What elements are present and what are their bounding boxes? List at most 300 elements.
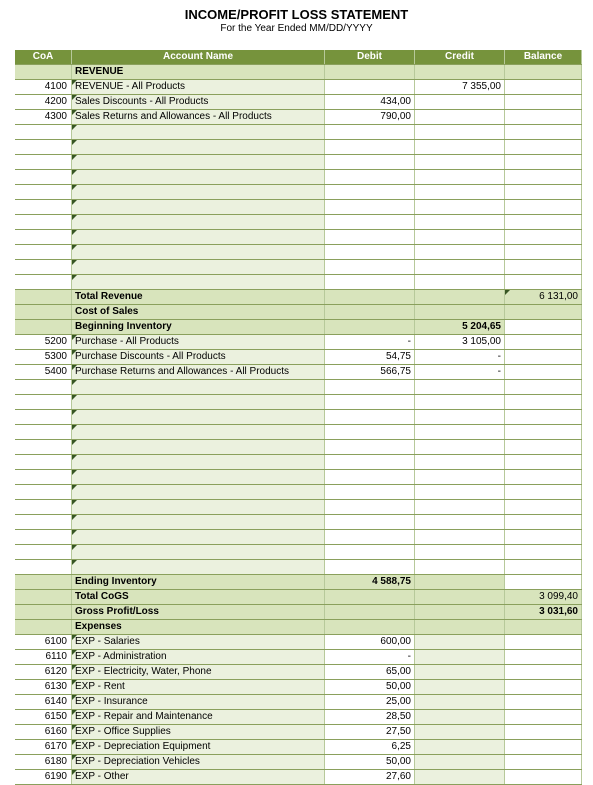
table-row [15, 470, 582, 485]
cell-credit[interactable] [415, 485, 505, 499]
cell-debit[interactable] [325, 395, 415, 409]
cell-balance[interactable]: 6 131,00 [505, 290, 582, 304]
cell-debit[interactable] [325, 230, 415, 244]
cell-balance[interactable] [505, 245, 582, 259]
cell-coa[interactable]: 6120 [15, 665, 72, 679]
cell-account-name[interactable] [72, 425, 325, 439]
cell-balance[interactable] [505, 215, 582, 229]
table-row [15, 170, 582, 185]
cell-debit[interactable]: 790,00 [325, 110, 415, 124]
cell-account-name[interactable] [72, 515, 325, 529]
cell-debit[interactable] [325, 545, 415, 559]
cell-debit[interactable] [325, 200, 415, 214]
cell-balance[interactable] [505, 515, 582, 529]
cell-balance[interactable] [505, 65, 582, 79]
table-row [15, 560, 582, 575]
cell-comment-marker-icon [72, 770, 77, 775]
cell-balance[interactable] [505, 95, 582, 109]
cell-credit[interactable] [415, 575, 505, 589]
cell-account-name[interactable] [72, 140, 325, 154]
cell-comment-marker-icon [72, 470, 77, 475]
table-row [15, 770, 582, 785]
cell-comment-marker-icon [72, 635, 77, 640]
cell-account-name[interactable] [72, 185, 325, 199]
cell-coa[interactable] [15, 560, 72, 574]
cell-comment-marker-icon [72, 125, 77, 130]
cell-credit[interactable] [415, 695, 505, 709]
cell-debit[interactable] [325, 80, 415, 94]
table-row [15, 125, 582, 140]
cell-credit[interactable] [415, 125, 505, 139]
cell-comment-marker-icon [72, 260, 77, 265]
cell-account-name[interactable]: Purchase Discounts - All Products [72, 350, 325, 364]
cell-account-name[interactable] [72, 485, 325, 499]
cell-debit[interactable] [325, 155, 415, 169]
cell-comment-marker-icon [72, 200, 77, 205]
cell-balance[interactable] [505, 710, 582, 724]
cell-balance[interactable] [505, 635, 582, 649]
cell-account-name[interactable]: EXP - Depreciation Equipment [72, 740, 325, 754]
cell-balance[interactable] [505, 650, 582, 664]
cell-coa[interactable] [15, 230, 72, 244]
table-row [15, 80, 582, 95]
table-row [15, 665, 582, 680]
cell-credit[interactable] [415, 230, 505, 244]
cell-debit[interactable] [325, 380, 415, 394]
cell-balance[interactable] [505, 80, 582, 94]
cell-credit[interactable] [415, 290, 505, 304]
cell-account-name[interactable]: Sales Discounts - All Products [72, 95, 325, 109]
cell-debit[interactable] [325, 125, 415, 139]
cell-credit[interactable] [415, 110, 505, 124]
cell-credit[interactable] [415, 260, 505, 274]
cell-credit[interactable] [415, 530, 505, 544]
cell-debit[interactable]: 600,00 [325, 635, 415, 649]
cell-comment-marker-icon [72, 515, 77, 520]
cell-credit[interactable] [415, 635, 505, 649]
cell-balance[interactable] [505, 155, 582, 169]
cell-coa[interactable]: 4100 [15, 80, 72, 94]
cell-debit[interactable]: 50,00 [325, 755, 415, 769]
cell-debit[interactable] [325, 470, 415, 484]
cell-account-name[interactable]: EXP - Salaries [72, 635, 325, 649]
table-row [15, 380, 582, 395]
cell-credit[interactable] [415, 65, 505, 79]
cell-balance[interactable] [505, 440, 582, 454]
cell-account-name[interactable] [72, 245, 325, 259]
cell-balance[interactable] [505, 725, 582, 739]
cell-credit[interactable] [415, 275, 505, 289]
cell-coa[interactable] [15, 380, 72, 394]
cell-debit[interactable] [325, 65, 415, 79]
cell-coa[interactable] [15, 410, 72, 424]
cell-balance[interactable] [505, 200, 582, 214]
cell-debit[interactable] [325, 290, 415, 304]
cell-account-name[interactable]: REVENUE [72, 65, 325, 79]
cell-comment-marker-icon [72, 335, 77, 340]
cell-account-name[interactable]: EXP - Administration [72, 650, 325, 664]
cell-debit[interactable] [325, 275, 415, 289]
cell-balance[interactable] [505, 110, 582, 124]
cell-debit[interactable]: 4 588,75 [325, 575, 415, 589]
cell-coa[interactable] [15, 515, 72, 529]
cell-coa[interactable] [15, 545, 72, 559]
column-header-credit[interactable]: Credit [415, 50, 505, 64]
table-row [15, 410, 582, 425]
cell-balance[interactable] [505, 470, 582, 484]
cell-debit[interactable] [325, 410, 415, 424]
cell-balance[interactable] [505, 680, 582, 694]
cell-comment-marker-icon [72, 170, 77, 175]
cell-balance[interactable] [505, 230, 582, 244]
cell-debit[interactable] [325, 320, 415, 334]
table-row [15, 755, 582, 770]
column-header-account-name[interactable]: Account Name [72, 50, 325, 64]
cell-account-name[interactable] [72, 215, 325, 229]
cell-balance[interactable] [505, 125, 582, 139]
cell-debit[interactable] [325, 485, 415, 499]
table-row [15, 155, 582, 170]
cell-credit[interactable] [415, 395, 505, 409]
cell-coa[interactable] [15, 320, 72, 334]
cell-balance[interactable]: 3 031,60 [505, 605, 582, 619]
cell-coa[interactable] [15, 440, 72, 454]
cell-coa[interactable]: 6190 [15, 770, 72, 784]
cell-credit[interactable]: 5 204,65 [415, 320, 505, 334]
cell-coa[interactable] [15, 455, 72, 469]
cell-balance[interactable]: 3 099,40 [505, 590, 582, 604]
cell-coa[interactable] [15, 590, 72, 604]
cell-credit[interactable] [415, 755, 505, 769]
cell-coa[interactable] [15, 155, 72, 169]
cell-balance[interactable] [505, 275, 582, 289]
cell-credit[interactable] [415, 770, 505, 784]
table-row [15, 635, 582, 650]
cell-account-name[interactable] [72, 500, 325, 514]
cell-coa[interactable] [15, 395, 72, 409]
cell-comment-marker-icon [72, 395, 77, 400]
cell-balance[interactable] [505, 365, 582, 379]
cell-debit[interactable]: 27,50 [325, 725, 415, 739]
cell-balance[interactable] [505, 320, 582, 334]
cell-balance[interactable] [505, 575, 582, 589]
cell-debit[interactable] [325, 440, 415, 454]
cell-credit[interactable] [415, 710, 505, 724]
cell-credit[interactable] [415, 605, 505, 619]
cell-coa[interactable]: 5200 [15, 335, 72, 349]
total-row [15, 290, 582, 305]
cell-debit[interactable] [325, 620, 415, 634]
cell-balance[interactable] [505, 620, 582, 634]
cell-debit[interactable] [325, 455, 415, 469]
table-row [15, 275, 582, 290]
cell-debit[interactable]: 65,00 [325, 665, 415, 679]
cell-coa[interactable] [15, 245, 72, 259]
cell-credit[interactable] [415, 650, 505, 664]
cell-coa[interactable]: 6100 [15, 635, 72, 649]
cell-account-name[interactable]: Total Revenue [72, 290, 325, 304]
cell-account-name[interactable] [72, 395, 325, 409]
cell-account-name[interactable]: EXP - Office Supplies [72, 725, 325, 739]
cell-coa[interactable]: 6140 [15, 695, 72, 709]
total-row [15, 590, 582, 605]
cell-comment-marker-icon [72, 155, 77, 160]
cell-account-name[interactable] [72, 380, 325, 394]
cell-balance[interactable] [505, 305, 582, 319]
cell-account-name[interactable] [72, 545, 325, 559]
cell-debit[interactable]: 434,00 [325, 95, 415, 109]
cell-balance[interactable] [505, 740, 582, 754]
cell-credit[interactable] [415, 410, 505, 424]
cell-credit[interactable] [415, 470, 505, 484]
cell-account-name[interactable]: EXP - Insurance [72, 695, 325, 709]
cell-comment-marker-icon [72, 740, 77, 745]
cell-coa[interactable]: 6150 [15, 710, 72, 724]
cell-coa[interactable]: 6110 [15, 650, 72, 664]
cell-coa[interactable]: 5300 [15, 350, 72, 364]
table-row [15, 110, 582, 125]
cell-account-name[interactable] [72, 530, 325, 544]
cell-debit[interactable] [325, 305, 415, 319]
cell-debit[interactable]: 50,00 [325, 680, 415, 694]
cell-credit[interactable]: - [415, 350, 505, 364]
statement-subtitle: For the Year Ended MM/DD/YYYY [220, 23, 373, 34]
table-row [15, 185, 582, 200]
cell-account-name[interactable] [72, 560, 325, 574]
cell-comment-marker-icon [72, 140, 77, 145]
cell-coa[interactable] [15, 575, 72, 589]
cell-debit[interactable]: 6,25 [325, 740, 415, 754]
cell-credit[interactable] [415, 305, 505, 319]
cell-comment-marker-icon [72, 665, 77, 670]
cell-balance[interactable] [505, 755, 582, 769]
cell-comment-marker-icon [505, 290, 510, 295]
table-row [15, 440, 582, 455]
cell-balance[interactable] [505, 185, 582, 199]
table-row [15, 515, 582, 530]
cell-coa[interactable] [15, 275, 72, 289]
cell-credit[interactable]: - [415, 365, 505, 379]
cell-debit[interactable] [325, 515, 415, 529]
cell-debit[interactable] [325, 260, 415, 274]
cell-coa[interactable]: 4300 [15, 110, 72, 124]
cell-coa[interactable] [15, 620, 72, 634]
cell-balance[interactable] [505, 140, 582, 154]
cell-debit[interactable] [325, 185, 415, 199]
cell-coa[interactable]: 6180 [15, 755, 72, 769]
cell-debit[interactable] [325, 590, 415, 604]
cell-balance[interactable] [505, 455, 582, 469]
cell-coa[interactable]: 6160 [15, 725, 72, 739]
cell-coa[interactable] [15, 500, 72, 514]
column-header-balance[interactable]: Balance [505, 50, 582, 64]
cell-coa[interactable]: 6170 [15, 740, 72, 754]
cell-debit[interactable]: - [325, 650, 415, 664]
cell-balance[interactable] [505, 395, 582, 409]
cell-account-name[interactable]: Ending Inventory [72, 575, 325, 589]
cell-credit[interactable] [415, 95, 505, 109]
cell-debit[interactable] [325, 500, 415, 514]
cell-debit[interactable] [325, 140, 415, 154]
cell-coa[interactable] [15, 605, 72, 619]
cell-account-name[interactable]: EXP - Electricity, Water, Phone [72, 665, 325, 679]
cell-coa[interactable] [15, 140, 72, 154]
cell-debit[interactable] [325, 560, 415, 574]
cell-debit[interactable]: 28,50 [325, 710, 415, 724]
cell-coa[interactable] [15, 485, 72, 499]
cell-debit[interactable]: - [325, 335, 415, 349]
cell-coa[interactable]: 4200 [15, 95, 72, 109]
cell-credit[interactable] [415, 440, 505, 454]
cell-balance[interactable] [505, 530, 582, 544]
cell-balance[interactable] [505, 260, 582, 274]
cell-account-name[interactable] [72, 260, 325, 274]
cell-account-name[interactable] [72, 410, 325, 424]
cell-account-name[interactable]: EXP - Depreciation Vehicles [72, 755, 325, 769]
cell-coa[interactable] [15, 125, 72, 139]
cell-account-name[interactable] [72, 200, 325, 214]
cell-credit[interactable] [415, 200, 505, 214]
cell-credit[interactable] [415, 155, 505, 169]
cell-debit[interactable]: 54,75 [325, 350, 415, 364]
cell-credit[interactable] [415, 185, 505, 199]
cell-credit[interactable] [415, 680, 505, 694]
table-row [15, 710, 582, 725]
cell-credit[interactable]: 7 355,00 [415, 80, 505, 94]
cell-coa[interactable] [15, 65, 72, 79]
table-row [15, 740, 582, 755]
cell-account-name[interactable]: EXP - Rent [72, 680, 325, 694]
cell-credit[interactable] [415, 560, 505, 574]
cell-balance[interactable] [505, 560, 582, 574]
cell-credit[interactable] [415, 740, 505, 754]
cell-account-name[interactable]: Purchase Returns and Allowances - All Products [72, 365, 325, 379]
cell-account-name[interactable] [72, 275, 325, 289]
cell-credit[interactable] [415, 140, 505, 154]
cell-coa[interactable] [15, 305, 72, 319]
cell-coa[interactable] [15, 185, 72, 199]
cell-comment-marker-icon [72, 230, 77, 235]
cell-credit[interactable] [415, 425, 505, 439]
cell-coa[interactable]: 5400 [15, 365, 72, 379]
cell-credit[interactable] [415, 545, 505, 559]
cell-coa[interactable] [15, 260, 72, 274]
cell-credit[interactable] [415, 515, 505, 529]
cell-balance[interactable] [505, 500, 582, 514]
table-row [15, 545, 582, 560]
column-header-debit[interactable]: Debit [325, 50, 415, 64]
cell-account-name[interactable]: EXP - Repair and Maintenance [72, 710, 325, 724]
cell-debit[interactable] [325, 425, 415, 439]
cell-account-name[interactable]: Beginning Inventory [72, 320, 325, 334]
column-header-coa[interactable]: CoA [15, 50, 72, 64]
cell-debit[interactable]: 27,60 [325, 770, 415, 784]
cell-balance[interactable] [505, 380, 582, 394]
table-row [15, 695, 582, 710]
cell-account-name[interactable]: Expenses [72, 620, 325, 634]
cell-credit[interactable] [415, 725, 505, 739]
cell-debit[interactable] [325, 245, 415, 259]
cell-coa[interactable] [15, 200, 72, 214]
cell-debit[interactable] [325, 215, 415, 229]
cell-account-name[interactable]: REVENUE - All Products [72, 80, 325, 94]
table-row [15, 650, 582, 665]
cell-balance[interactable] [505, 545, 582, 559]
cell-account-name[interactable] [72, 170, 325, 184]
cell-balance[interactable] [505, 425, 582, 439]
cell-comment-marker-icon [72, 80, 77, 85]
cell-credit[interactable] [415, 170, 505, 184]
table-row [15, 260, 582, 275]
cell-coa[interactable] [15, 530, 72, 544]
cell-credit[interactable] [415, 455, 505, 469]
cell-balance[interactable] [505, 410, 582, 424]
cell-balance[interactable] [505, 485, 582, 499]
cell-account-name[interactable]: EXP - Other [72, 770, 325, 784]
cell-balance[interactable] [505, 695, 582, 709]
cell-account-name[interactable]: Cost of Sales [72, 305, 325, 319]
cell-coa[interactable] [15, 290, 72, 304]
cell-debit[interactable]: 25,00 [325, 695, 415, 709]
cell-balance[interactable] [505, 665, 582, 679]
cell-account-name[interactable] [72, 230, 325, 244]
cell-credit[interactable]: 3 105,00 [415, 335, 505, 349]
column-header-row [15, 50, 582, 65]
cell-comment-marker-icon [72, 440, 77, 445]
cell-credit[interactable] [415, 380, 505, 394]
cell-debit[interactable] [325, 530, 415, 544]
cell-comment-marker-icon [72, 185, 77, 190]
cell-account-name[interactable] [72, 125, 325, 139]
cell-account-name[interactable] [72, 455, 325, 469]
cell-account-name[interactable]: Purchase - All Products [72, 335, 325, 349]
cell-balance[interactable] [505, 770, 582, 784]
cell-debit[interactable] [325, 605, 415, 619]
cell-balance[interactable] [505, 350, 582, 364]
table-row [15, 215, 582, 230]
cell-coa[interactable] [15, 170, 72, 184]
cell-debit[interactable]: 566,75 [325, 365, 415, 379]
cell-account-name[interactable]: Sales Returns and Allowances - All Products [72, 110, 325, 124]
cell-coa[interactable] [15, 470, 72, 484]
cell-account-name[interactable] [72, 155, 325, 169]
cell-balance[interactable] [505, 335, 582, 349]
table-row [15, 530, 582, 545]
cell-credit[interactable] [415, 620, 505, 634]
cell-account-name[interactable]: Total CoGS [72, 590, 325, 604]
cell-comment-marker-icon [72, 545, 77, 550]
cell-coa[interactable]: 6130 [15, 680, 72, 694]
cell-debit[interactable] [325, 170, 415, 184]
table-row [15, 140, 582, 155]
statement-sheet [15, 50, 582, 785]
statement-title: INCOME/PROFIT LOSS STATEMENT [184, 7, 409, 22]
cell-account-name[interactable] [72, 440, 325, 454]
cell-credit[interactable] [415, 500, 505, 514]
cell-credit[interactable] [415, 215, 505, 229]
cell-comment-marker-icon [72, 425, 77, 430]
cell-balance[interactable] [505, 170, 582, 184]
cell-credit[interactable] [415, 590, 505, 604]
cell-account-name[interactable] [72, 470, 325, 484]
cell-account-name[interactable]: Gross Profit/Loss [72, 605, 325, 619]
cell-comment-marker-icon [72, 365, 77, 370]
cell-coa[interactable] [15, 215, 72, 229]
cell-credit[interactable] [415, 245, 505, 259]
cell-coa[interactable] [15, 425, 72, 439]
cell-comment-marker-icon [72, 350, 77, 355]
cell-credit[interactable] [415, 665, 505, 679]
